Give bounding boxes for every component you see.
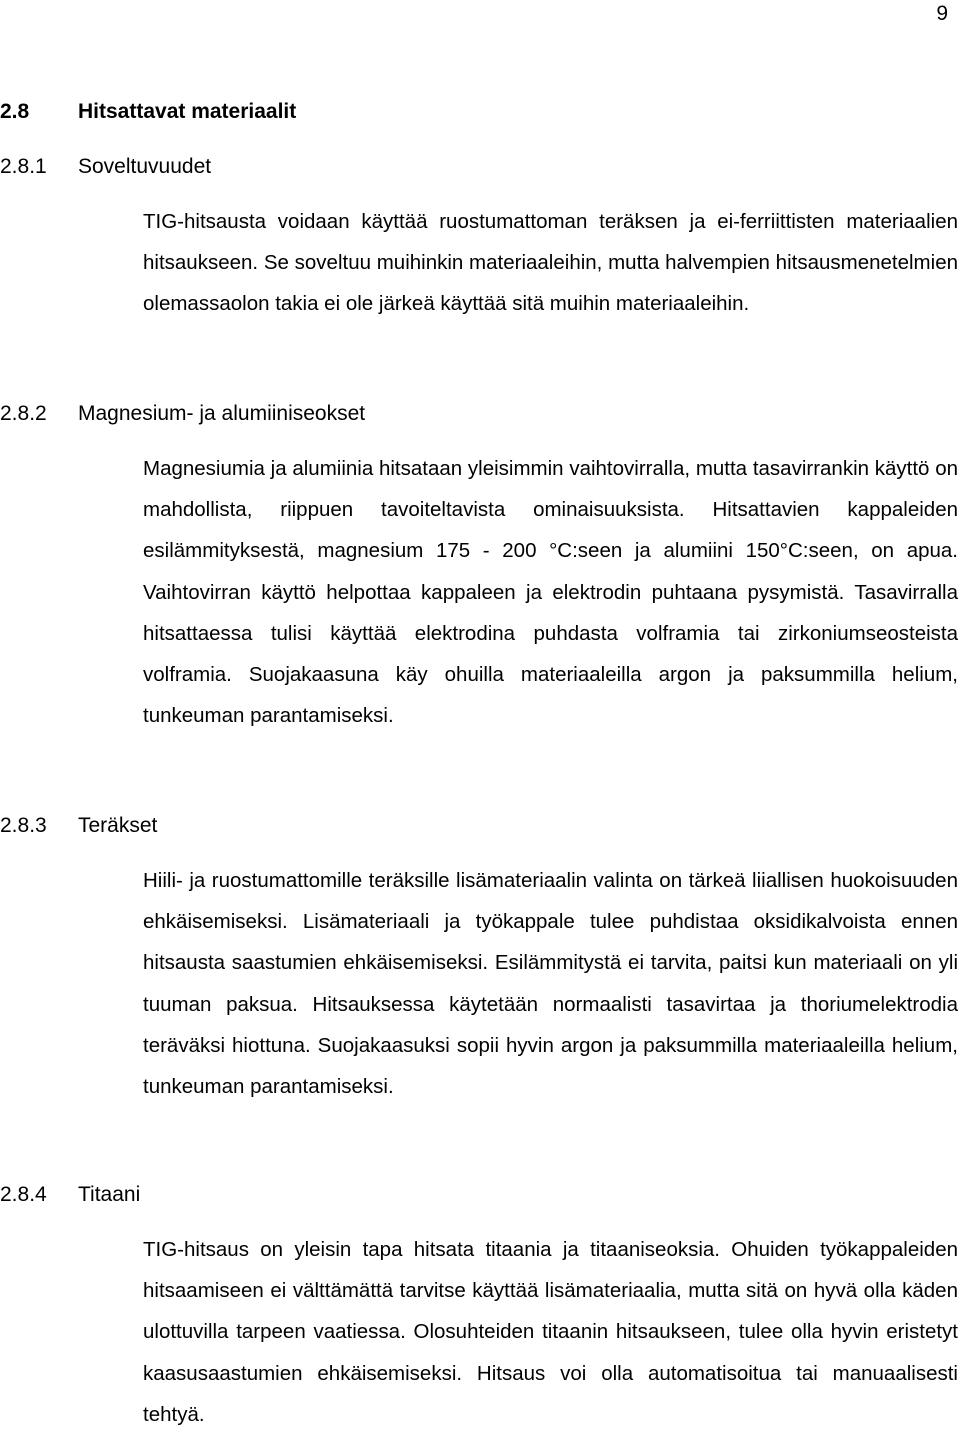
section-number: 2.8.2 — [0, 402, 47, 425]
section-paragraph-2-8-1: TIG-hitsausta voidaan käyttää ruostumattoman teräksen ja ei-ferriittisten materiaalien hitsaukseen. Se soveltuu muihinkin materiaaleihin, mutta halvempien hitsausmenetelmien olemassaolon takia ei ole järkeä käyttää sitä muihin materiaaleihin. — [143, 210, 958, 316]
section-number: 2.8.3 — [0, 814, 47, 837]
section-number: 2.8.1 — [0, 155, 47, 178]
section-number: 2.8 — [0, 100, 30, 123]
section-number: 2.8.4 — [0, 1183, 47, 1206]
page-number: 9 — [936, 2, 948, 25]
section-title: Teräkset — [78, 814, 158, 837]
section-title: Magnesium- ja alumiiniseokset — [78, 402, 366, 425]
section-paragraph-2-8-4: TIG-hitsaus on yleisin tapa hitsata titaania ja titaaniseoksia. Ohuiden työkappaleiden hitsaamiseen ei välttämättä tarvitse käyttää lisämateriaalia, mutta sitä on hyvä olla käden ulottuvilla tarpeen vaatiessa. Olosuhteiden titaanin hitsaukseen, tulee olla hyvin eristetyt kaasusaastumien ehkäisemiseksi. Hitsaus voi olla automatisoitua tai manuaalisesti tehtyä. — [143, 1238, 958, 1426]
section-title: Soveltuvuudet — [78, 155, 212, 178]
section-paragraph-2-8-2: Magnesiumia ja alumiinia hitsataan yleisimmin vaihtovirralla, mutta tasavirrankin käyttö on mahdollista, riippuen tavoiteltavista ominaisuuksista. Hitsattavien kappaleiden esilämmityksestä, magnesium 175 - 200 °C:seen ja alumiini 150°C:seen, on apua. Vaihtovirran käyttö helpottaa kappaleen ja elektrodin puhtaana pysymistä. Tasavirralla hitsattaessa tulisi käyttää elektrodina puhdasta volframia tai zirkoniumseosteista volframia. Suojakaasuna käy ohuilla materiaaleilla argon ja paksummilla helium, tunkeuman parantamiseksi. — [143, 457, 958, 728]
section-heading-2-8-1 — [0, 155, 211, 179]
section-heading-2-8-2 — [0, 402, 365, 426]
section-title: Hitsattavat materiaalit — [78, 100, 297, 123]
section-heading-2-8-4 — [0, 1183, 140, 1207]
section-title: Titaani — [78, 1183, 141, 1206]
section-paragraph-2-8-3: Hiili- ja ruostumattomille teräksille lisämateriaalin valinta on tärkeä liiallisen huokoisuuden ehkäisemiseksi. Lisämateriaali ja työkappale tulee puhdistaa oksidikalvoista ennen hitsausta saastumien ehkäisemiseksi. Esilämmitystä ei tarvita, paitsi kun materiaali on yli tuuman paksua. Hitsauksessa käytetään normaalisti tasavirtaa ja thoriumelektrodia teräväksi hiottuna. Suojakaasuksi sopii hyvin argon ja paksummilla materiaaleilla helium, tunkeuman parantamiseksi. — [143, 869, 958, 1099]
section-heading-2-8 — [0, 100, 296, 124]
section-heading-2-8-3 — [0, 814, 157, 838]
